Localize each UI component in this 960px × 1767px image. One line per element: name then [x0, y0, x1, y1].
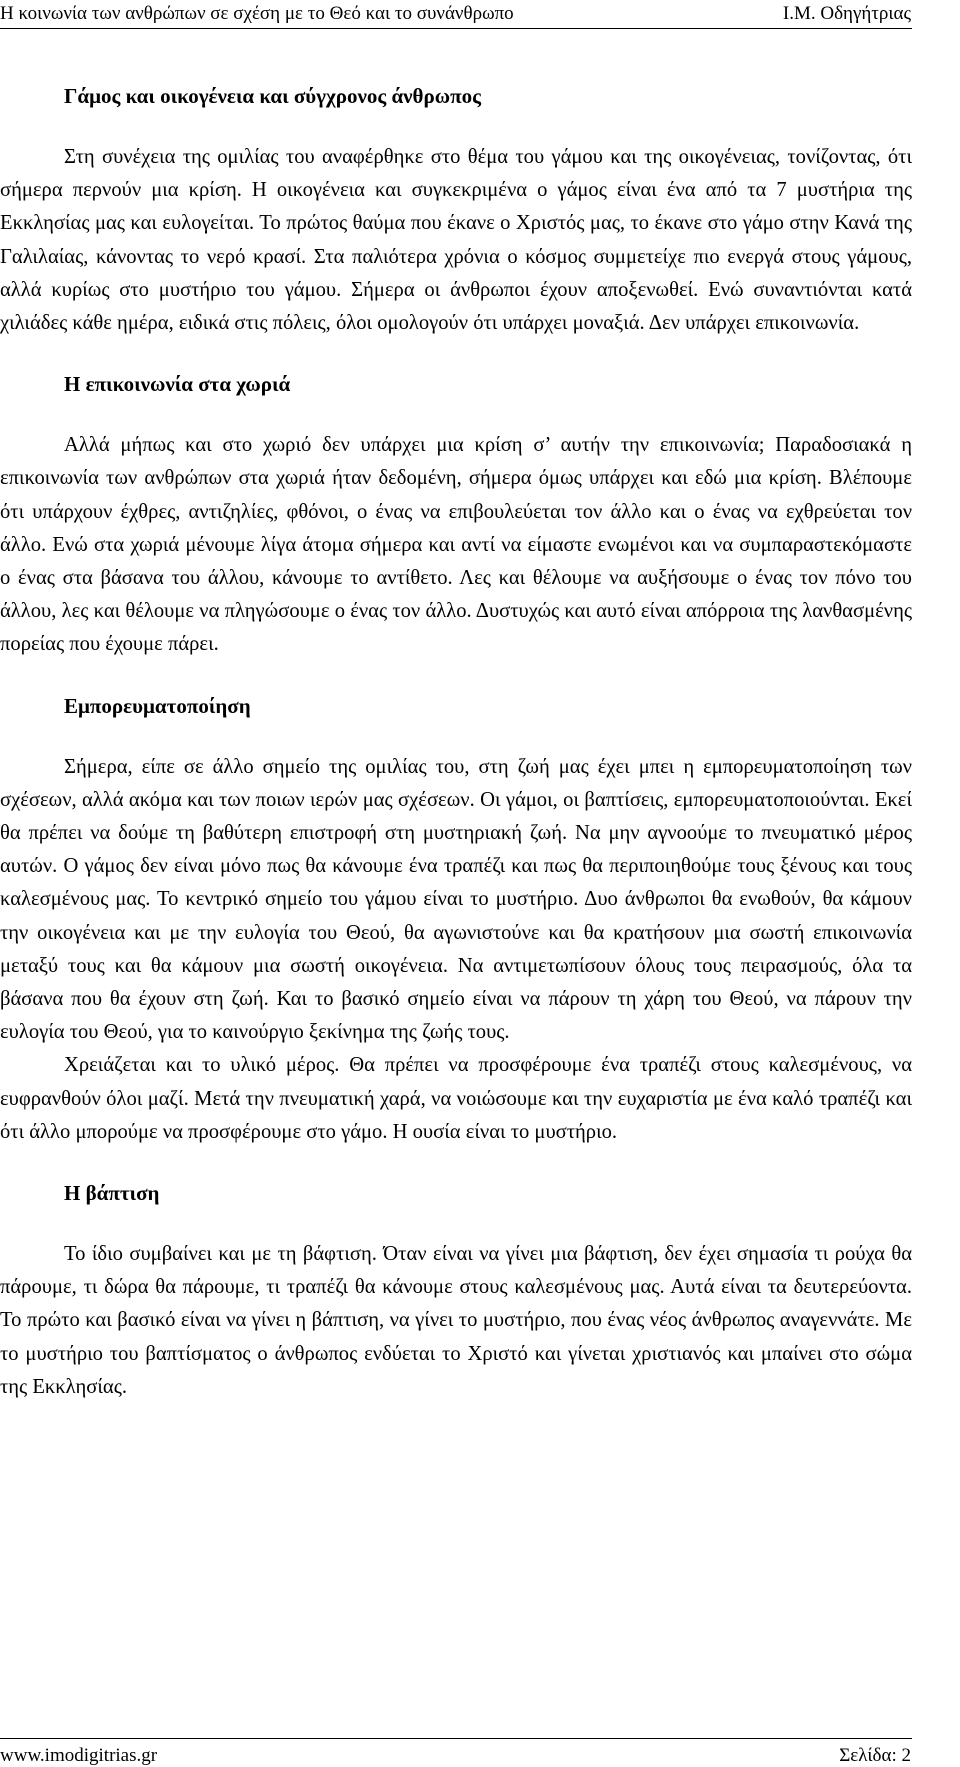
footer-divider: [0, 1738, 912, 1739]
header-divider: [0, 28, 912, 29]
section-title: Η επικοινωνία στα χωριά: [64, 372, 291, 397]
paragraph: Σήμερα, είπε σε άλλο σημείο της ομιλίας του, στη ζωή μας έχει μπει η εμπορευματοποίηση των σχέσεων, αλλά ακόμα και των ποιων ιερών μας σχέσεων. Οι γάμοι, οι βαπτίσεις, εμπορευματοποιούνται. Εκεί θα πρέπει να δούμε τη βαθύτερη επιστροφή στη μυστηριακή ζωή. Να μην αγνοούμε το πνευματικό μέρος αυτών. Ο γάμος δεν είναι μόνο πως θα κάνουμε ένα τραπέζι και πως θα περιποιηθούμε τους ξένους και τους καλεσμένους μας. Το κεντρικό σημείο του γάμου είναι το μυστήριο. Δυο άνθρωποι θα ενωθούν, θα κάμουν την οικογένεια και με την ευλογία του Θεού, θα αγωνιστούνε και θα κρατήσουν μια σωστή επικοινωνία μεταξύ τους και θα κάμουν μια σωστή οικογένεια. Να αντιμετωπίσουν όλους τους πειρασμούς, όλα τα βάσανα που θα έχουν στη ζωή. Και το βασικό σημείο είναι να πάρουν τη χάρη του Θεού, να πάρουν την ευλογία του Θεού, για το καινούργιο ξεκίνημα της ζωής τους.: [0, 755, 912, 1044]
website-link[interactable]: www.imodigitrias.gr: [0, 1745, 158, 1766]
section-title: Εμπορευματοποίηση: [64, 693, 251, 718]
paragraph: Αλλά μήπως και στο χωριό δεν υπάρχει μια κρίση σ’ αυτήν την επικοινωνία; Παραδοσιακά η επικοινωνία των ανθρώπων στα χωριά ήταν δεδομένη, σήμερα όμως υπάρχει και εδώ μια κρίση. Βλέπουμε ότι υπάρχουν έχθρες, αντιζηλίες, φθόνοι, ο ένας να επιβουλεύεται τον άλλο και ο ένας να εχθρεύεται τον άλλο. Ενώ στα χωριά μένουμε λίγα άτομα σήμερα και αντί να είμαστε ενωμένοι και να συμπαραστεκόμαστε ο ένας στα βάσανα του άλλου, κάνουμε το αντίθετο. Λες και θέλουμε να αυξήσουμε ο ένας τον πόνο του άλλου, λες και θέλουμε να πληγώσουμε ο ένας τον άλλο. Δυστυχώς και αυτό είναι απόρροια της λανθασμένης πορείας που έχουμε πάρει.: [0, 434, 912, 656]
section-title: Γάμος και οικογένεια και σύγχρονος άνθρωπος: [64, 84, 481, 108]
section-title: Η βάπτιση: [64, 1181, 160, 1206]
page-footer: [0, 1726, 960, 1766]
page-number: Σελίδα: 2: [839, 1745, 911, 1766]
document-title: Η κοινωνία των ανθρώπων σε σχέση με το Θεό και το συνάνθρωπο: [0, 3, 514, 24]
paragraph: Το ίδιο συμβαίνει και με τη βάφτιση. Όταν είναι να γίνει μια βάφτιση, δεν έχει σημασία τι ρούχα θα πάρουμε, τι δώρα θα πάρουμε, τι τραπέζι θα κάνουμε στους καλεσμένους μας. Αυτά είναι τα δευτερεύοντα. Το πρώτο και βασικό είναι να γίνει η βάπτιση, να γίνει το μυστήριο, που ένας νέος άνθρωπος αναγεννάτε. Με το μυστήριο του βαπτίσματος ο άνθρωπος ενδύεται το Χριστό και γίνεται χριστιανός και μπαίνει στο σώμα της Εκκλησίας.: [0, 1243, 912, 1398]
paragraph: Στη συνέχεια της ομιλίας του αναφέρθηκε στο θέμα του γάμου και της οικογένειας, τονίζοντας, ότι σήμερα περνούν μια κρίση. Η οικογένεια και συγκεκριμένα ο γάμος είναι ένα από τα 7 μυστήρια της Εκκλησίας μας και ευλογείται. Το πρώτος θαύμα που έκανε ο Χριστός μας, το έκανε στο γάμο στην Κανά της Γαλιλαίας, κάνοντας το νερό κρασί. Στα παλιότερα χρόνια ο κόσμος συμμετείχε πιο ενεργά στους γάμους, αλλά κυρίως στο μυστήριο του γάμου. Σήμερα οι άνθρωποι έχουν αποξενωθεί. Ενώ συναντιόνται κατά χιλιάδες κάθε ημέρα, ειδικά στις πόλεις, όλοι ομολογούν ότι υπάρχει μοναξιά. Δεν υπάρχει επικοινωνία.: [0, 146, 912, 335]
paragraph: Χρειάζεται και το υλικό μέρος. Θα πρέπει να προσφέρουμε ένα τραπέζι στους καλεσμένους, να ευφρανθούν όλοι μαζί. Μετά την πνευματική χαρά, να νοιώσουμε και την ευχαριστία με ένα καλό τραπέζι και ότι άλλο μπορούμε να προσφέρουμε στο γάμο. Η ουσία είναι το μυστήριο.: [0, 1054, 912, 1143]
page-header: [0, 0, 960, 50]
publisher-name: Ι.Μ. Οδηγήτριας: [782, 3, 911, 24]
document-body: [0, 80, 912, 1404]
